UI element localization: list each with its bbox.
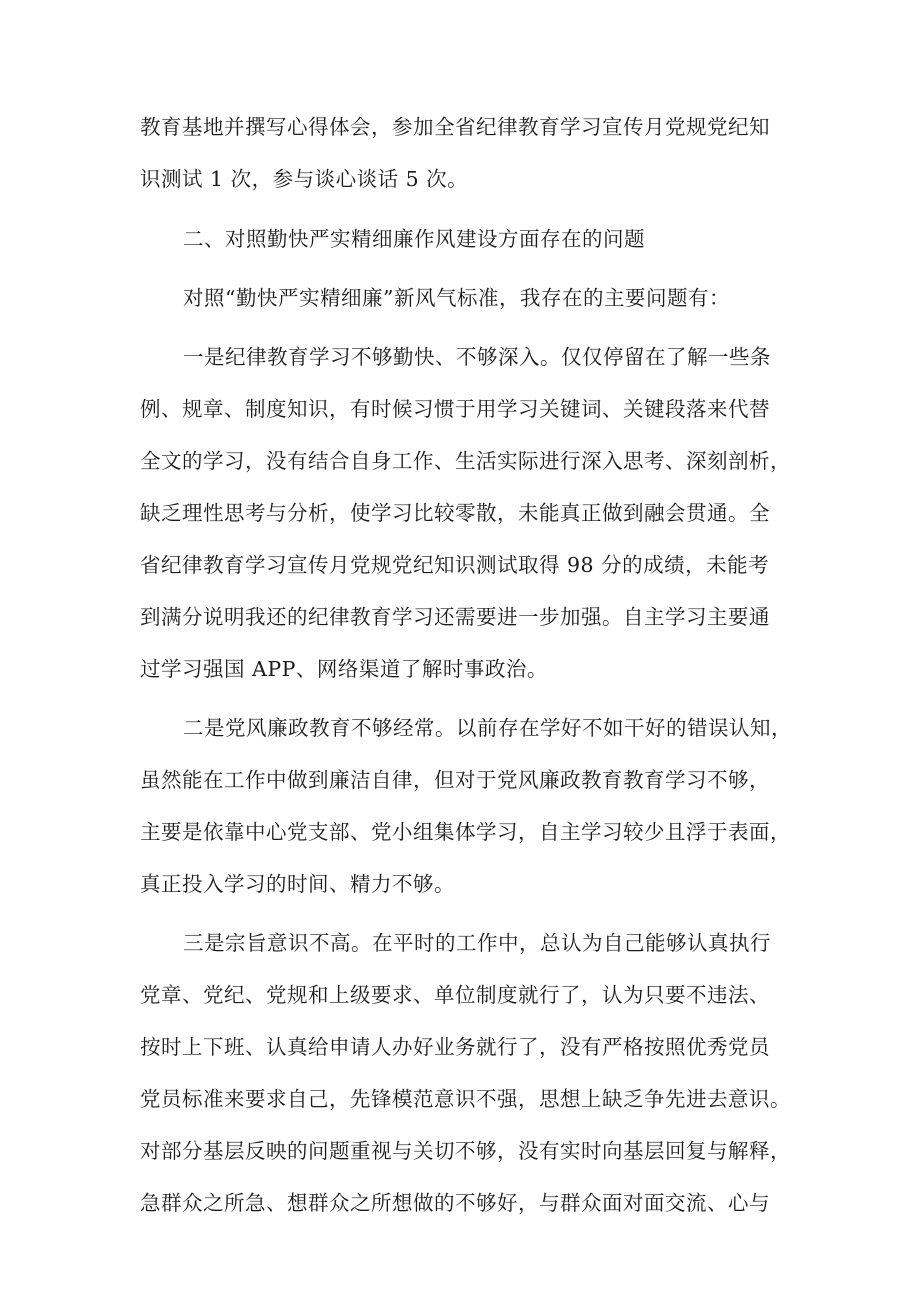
paragraph-line: 主要是依靠中心党支部、党小组集体学习，自主学习较少且浮于表面， — [140, 820, 791, 844]
paragraph-line: 例、规章、制度知识，有时候习惯于用学习关键词、关键段落来代替 — [140, 397, 770, 421]
paragraph-line: 对部分基层反映的问题重视与关切不够，没有实时向基层回复与解释， — [140, 1139, 791, 1163]
paragraph-line: 二是党风廉政教育不够经常。以前存在学好不如干好的错误认知， — [183, 716, 792, 740]
paragraph-line: 按时上下班、认真给申请人办好业务就行了，没有严格按照优秀党员 — [140, 1035, 770, 1059]
paragraph-line: 真正投入学习的时间、精力不够。 — [140, 872, 455, 896]
paragraph-line: 党章、党纪、党规和上级要求、单位制度就行了，认为只要不违法、 — [140, 983, 770, 1007]
paragraph-line: 省纪律教育学习宣传月党规党纪知识测试取得 98 分的成绩，未能考 — [140, 553, 770, 577]
paragraph-line: 对照“勤快严实精细廉”新风气标准，我存在的主要问题有： — [183, 286, 730, 310]
paragraph-line: 过学习强国 APP、网络渠道了解时事政治。 — [140, 657, 548, 681]
paragraph-line: 一是纪律教育学习不够勤快、不够深入。仅仅停留在了解一些条 — [183, 345, 771, 369]
paragraph-line: 缺乏理性思考与分析，使学习比较零散，未能真正做到融会贯通。全 — [140, 501, 770, 525]
paragraph-line: 到满分说明我还的纪律教育学习还需要进一步加强。自主学习主要通 — [140, 605, 770, 629]
paragraph-line: 识测试 1 次，参与谈心谈话 5 次。 — [140, 167, 469, 191]
paragraph-line: 虽然能在工作中做到廉洁自律，但对于党风廉政教育教育学习不够， — [140, 768, 770, 792]
paragraph-line: 三是宗旨意识不高。在平时的工作中，总认为自己能够认真执行 — [183, 931, 771, 955]
paragraph-line: 全文的学习，没有结合自身工作、生活实际进行深入思考、深刻剖析， — [140, 449, 791, 473]
paragraph-line: 教育基地并撰写心得体会，参加全省纪律教育学习宣传月党规党纪知 — [140, 115, 770, 139]
paragraph-line: 急群众之所急、想群众之所想做的不够好，与群众面对面交流、心与 — [140, 1191, 770, 1215]
paragraph-line: 党员标准来要求自己，先锋模范意识不强，思想上缺乏争先进去意识。 — [140, 1087, 791, 1111]
section-heading: 二、对照勤快严实精细廉作风建设方面存在的问题 — [183, 227, 645, 251]
